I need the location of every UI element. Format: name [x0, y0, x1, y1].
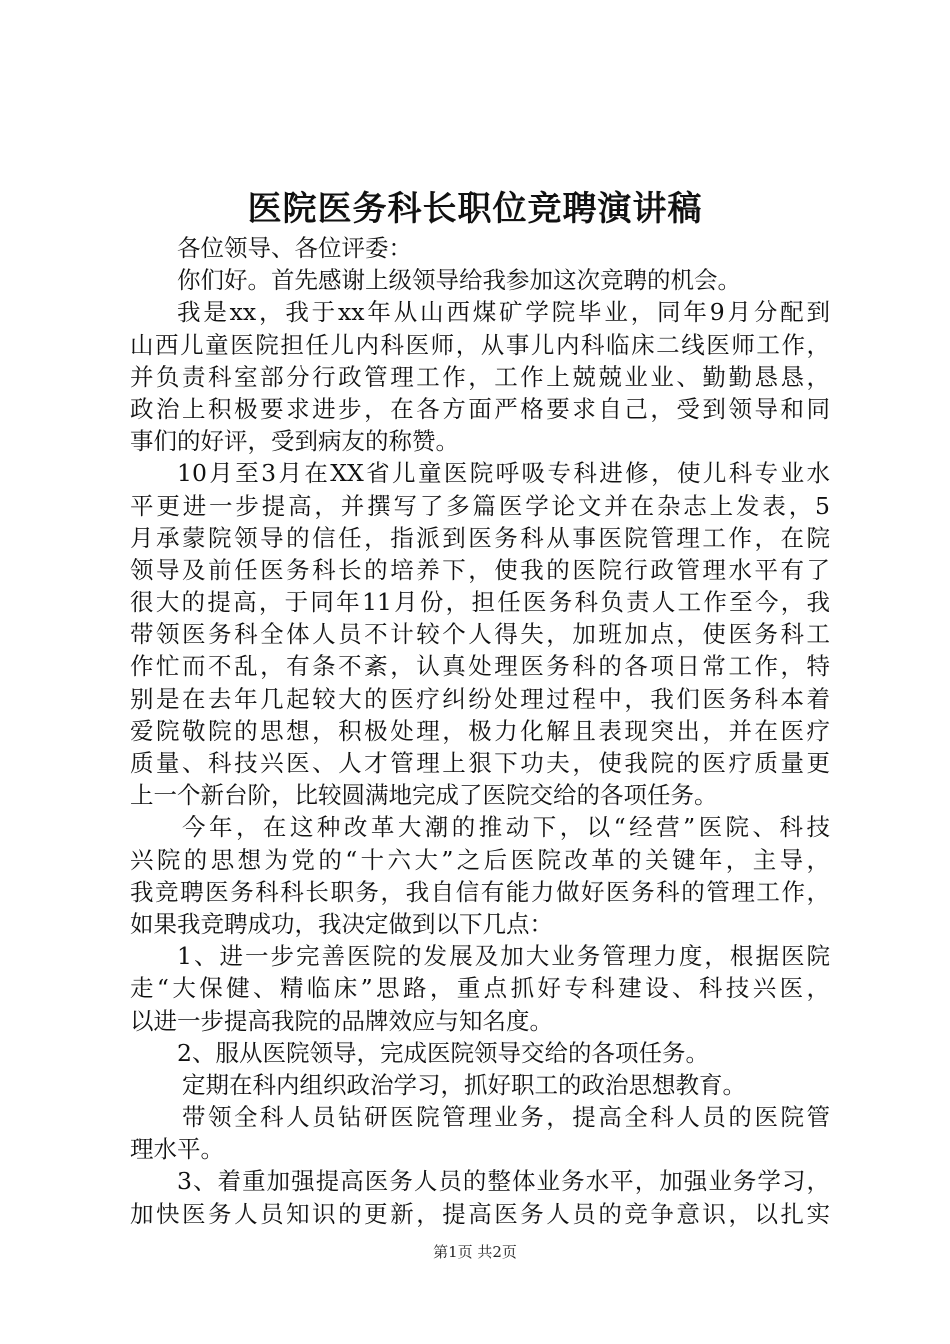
paragraph-line: 月承蒙院领导的信任，指派到医务科从事医院管理工作，在院	[130, 523, 830, 552]
paragraph-line: 我是xx，我于xx年从山西煤矿学院毕业，同年9月分配到	[177, 298, 830, 327]
paragraph-line: 事们的好评，受到病友的称赞。	[130, 427, 459, 456]
paragraph-line: 领导及前任医务科长的培养下，使我的医院行政管理水平有了	[130, 555, 830, 584]
paragraph-line: 如果我竞聘成功，我决定做到以下几点：	[130, 909, 553, 938]
paragraph-line: 带领医务科全体人员不计较个人得失，加班加点，使医务科工	[130, 620, 830, 649]
paragraph-line: 山西儿童医院担任儿内科医师，从事儿内科临床二线医师工作，	[130, 330, 830, 359]
paragraph-line: 以进一步提高我院的品牌效应与知名度。	[130, 1006, 553, 1035]
paragraph-line: 各位领导、各位评委：	[177, 234, 412, 262]
paragraph-line: 质量、科技兴医、人才管理上狠下功夫，使我院的医疗质量更	[130, 749, 830, 777]
document-body	[130, 232, 830, 1230]
paragraph-line: 政治上积极要求进步，在各方面严格要求自己，受到领导和同	[130, 394, 830, 423]
paragraph-line: 1、进一步完善医院的发展及加大业务管理力度，根据医院	[177, 942, 830, 971]
paragraph-line: 平更进一步提高，并撰写了多篇医学论文并在杂志上发表，5	[130, 491, 830, 520]
paragraph-line: 走“大保健、精临床”思路，重点抓好专科建设、科技兴医，	[130, 974, 830, 1003]
paragraph-line: 今年，在这种改革大潮的推动下，以“经营”医院、科技	[182, 813, 830, 842]
paragraph-line: 很大的提高，于同年11月份，担任医务科负责人工作至今，我	[130, 588, 830, 617]
paragraph-line: 理水平。	[130, 1135, 224, 1164]
paragraph-line: 你们好。首先感谢上级领导给我参加这次竞聘的机会。	[177, 266, 741, 295]
paragraph-line: 上一个新台阶，比较圆满地完成了医院交给的各项任务。	[130, 781, 718, 810]
paragraph-line: 3、着重加强提高医务人员的整体业务水平，加强业务学习，	[177, 1167, 830, 1196]
page-footer: 第1页 共2页	[433, 1243, 517, 1261]
paragraph-line: 2、服从医院领导，完成医院领导交给的各项任务。	[177, 1038, 709, 1067]
paragraph-line: 我竞聘医务科科长职务，我自信有能力做好医务科的管理工作，	[130, 877, 830, 906]
paragraph-line: 作忙而不乱，有条不紊，认真处理医务科的各项日常工作，特	[130, 652, 830, 681]
paragraph-line: 并负责科室部分行政管理工作，工作上兢兢业业、勤勤恳恳，	[130, 362, 830, 391]
paragraph-line: 10月至3月在XX省儿童医院呼吸专科进修，使儿科专业水	[177, 459, 830, 488]
paragraph-line: 兴院的思想为党的“十六大”之后医院改革的关键年，主导，	[130, 845, 830, 874]
paragraph-line: 爱院敬院的思想，积极处理，极力化解且表现突出，并在医疗	[130, 716, 830, 745]
paragraph-line: 定期在科内组织政治学习，抓好职工的政治思想教育。	[182, 1070, 746, 1099]
paragraph-line: 别是在去年几起较大的医疗纠纷处理过程中，我们医务科本着	[130, 684, 830, 713]
paragraph-line: 带领全科人员钻研医院管理业务，提高全科人员的医院管	[182, 1103, 830, 1132]
document-title: 医院医务科长职位竞聘演讲稿	[247, 189, 703, 229]
paragraph-line: 加快医务人员知识的更新，提高医务人员的竞争意识，以扎实	[130, 1199, 830, 1228]
